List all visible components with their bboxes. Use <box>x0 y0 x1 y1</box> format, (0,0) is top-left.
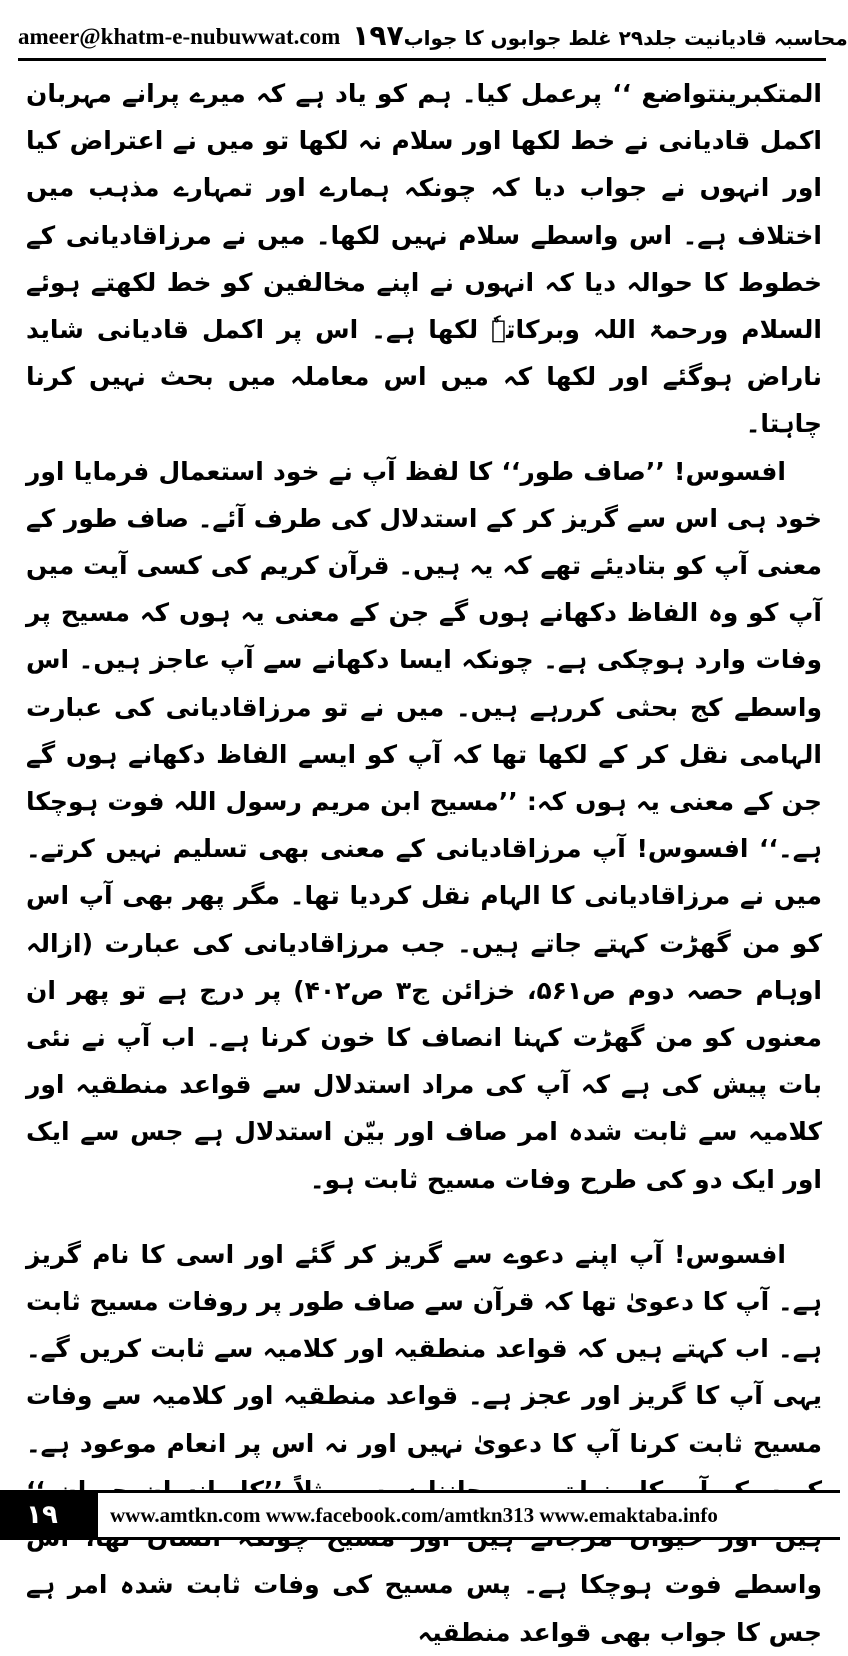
paragraph: افسوس! ’’صاف طور‘‘ کا لفظ آپ نے خود استعمال فرمایا اور خود ہی اس سے گریز کر کے استدلال کی طرف آئے۔ صاف طور کے معنی آپ کو بتادیئے تھے کہ یہ ہیں۔ قرآن کریم کی کسی آیت میں آپ کو وہ الفاظ دکھانے ہوں گے جن کے معنی یہ ہوں کہ مسیح پر وفات وارد ہوچکی ہے۔ چونکہ ایسا دکھانے سے آپ عاجز ہیں۔ اس واسطے کج بحثی کررہے ہیں۔ میں نے تو مرزاقادیانی کی عبارت الہامی نقل کر کے لکھا تھا کہ آپ کو ایسے الفاظ دکھانے ہوں گے جن کے معنی یہ ہوں کہ: ’’مسیح ابن مریم رسول اللہ فوت ہوچکا ہے۔‘‘ افسوس! آپ مرزاقادیانی کے معنی بھی تسلیم نہیں کرتے۔ میں نے مرزاقادیانی کا الہام نقل کردیا تھا۔ مگر پھر بھی آپ اس کو من گھڑت کہتے جاتے ہیں۔ جب مرزاقادیانی کی عبارت (ازالہ اوہام حصہ دوم ص۵۶۱، خزائن ج۳ ص۴۰۲) پر درج ہے تو پھر ان معنوں کو من گھڑت کہنا انصاف کا خون کرنا ہے۔ اب آپ نے نئی بات پیش کی ہے کہ آپ کی مراد استدلال سے قواعد منطقیہ اور کلامیہ سے ثابت شدہ امر صاف اور بیّن استدلال ہے جس سے ایک اور ایک دو کی طرح وفات مسیح ثابت ہو۔ <box>26 456 822 1194</box>
header-title: محاسبہ قادیانیت جلد۲۹ غلط جوابوں کا جواب <box>403 26 848 50</box>
page-header <box>18 8 848 61</box>
paragraph: افسوس! آپ اپنے دعوے سے گریز کر گئے اور اسی کا نام گریز ہے۔ آپ کا دعویٰ تھا کہ قرآن سے صاف طور پر روفات مسیح ثابت ہے۔ اب کہتے ہیں کہ قواعد منطقیہ اور کلامیہ سے ثابت کریں گے۔ یہی آپ کا گریز اور عجز ہے۔ قواعد منطقیہ اور کلامیہ سے وفات مسیح ثابت کرنا آپ کا دعویٰ نہیں اور نہ اس پر انعام موعود ہے۔ واسطے فوت ہوچکا ہے۔ پس مسیح کی وفات ثابت شدہ امر ہے جس کا جواب بھی قواعد منطقیہ <box>26 1239 822 1647</box>
header-email: ameer@khatm-e-nubuwwat.com <box>18 24 341 49</box>
header-page-number: ۱۹۷ <box>352 19 404 52</box>
page-footer <box>0 1490 840 1540</box>
footer-page-number: ۱۹ <box>0 1490 84 1540</box>
footer-links: www.amtkn.com www.facebook.com/amtkn313 www.emaktaba.info <box>98 1493 840 1537</box>
paragraph: المتکبرینتواضع ‘‘ پرعمل کیا۔ ہم کو یاد ہے کہ میرے پرانے مہربان اکمل قادیانی نے خط لکھا اور سلام نہ لکھا تو میں نے اعتراض کیا اور انہوں نے جواب دیا کہ چونکہ ہمارے اور تمہارے مذہب میں اختلاف ہے۔ اس واسطے سلام نہیں لکھا۔ میں نے مرزاقادیانی کے خطوط کا حوالہ دیا کہ انہوں نے اپنے مخالفین کو خط لکھتے ہوئے السلام ورحمۃ اللہ وبرکاتہٗ لکھا ہے۔ اس پر اکمل قادیانی شاید ناراض ہوگئے اور لکھا کہ میں اس معاملہ میں بحث نہیں کرنا چاہتا۔ <box>26 79 822 439</box>
